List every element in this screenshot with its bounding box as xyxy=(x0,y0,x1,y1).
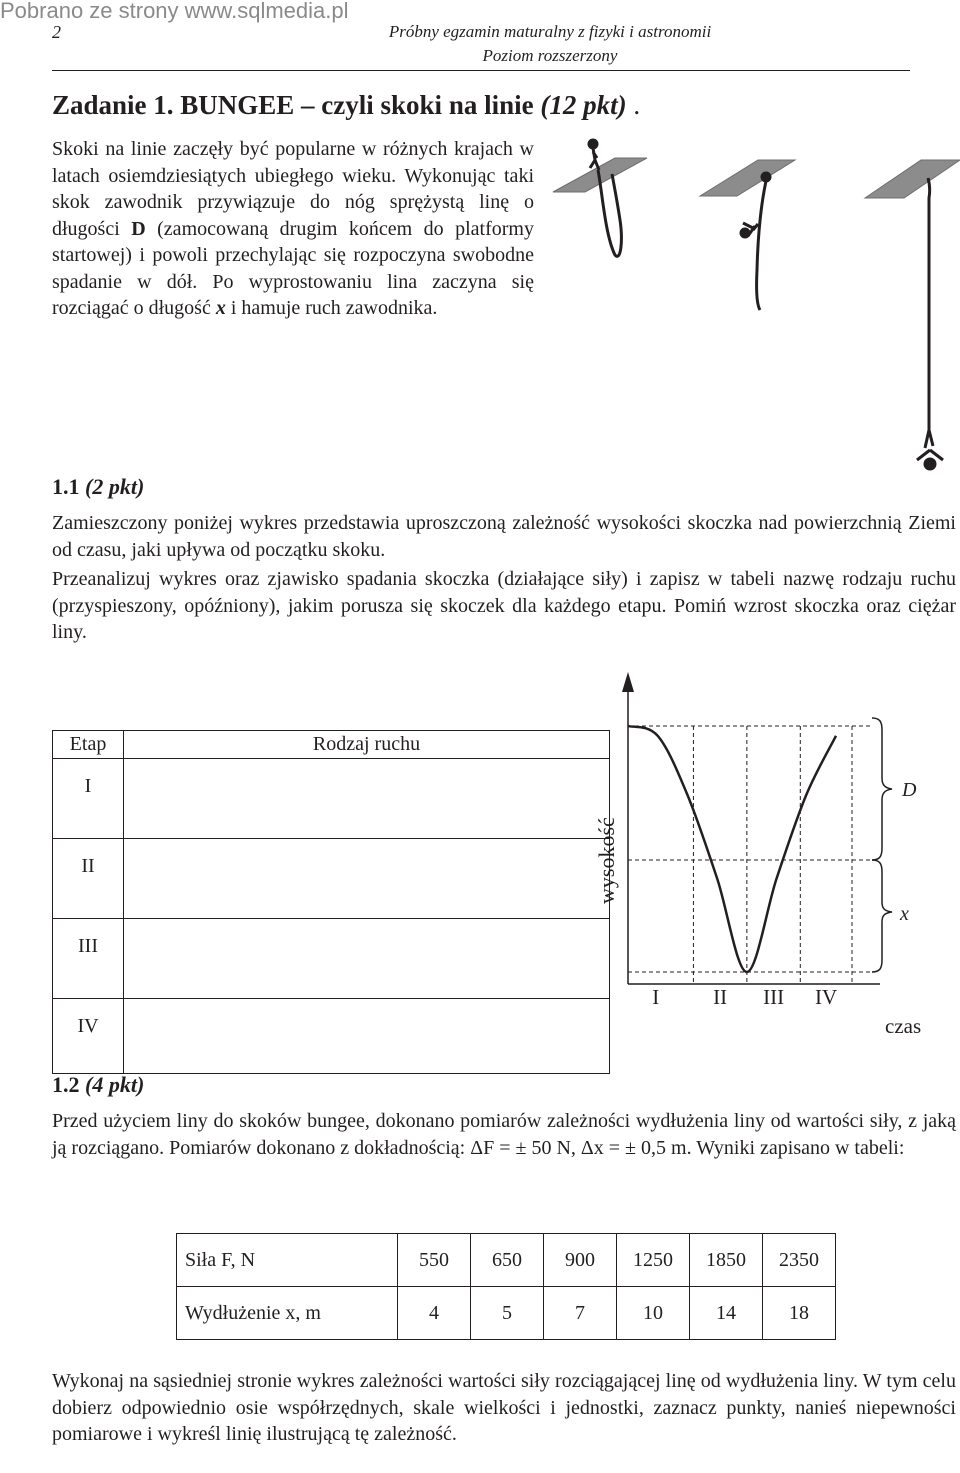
subtask-1-2-heading xyxy=(52,1072,144,1098)
task-points: (12 pkt) xyxy=(540,90,627,120)
subtask-1-1-points: (2 pkt) xyxy=(85,474,145,499)
subtask-1-2-number: 1.2 xyxy=(52,1072,85,1097)
measurement-text: Przed użyciem liny do skoków bungee, dokonano pomiarów zależności wydłużenia liny od wartości siły, z jaką ją rozciągano. Pomiarów dokonano z dokładnością: xyxy=(52,1110,956,1159)
stage-label: I xyxy=(53,759,124,839)
stage-label: III xyxy=(53,919,124,999)
force-row xyxy=(177,1234,836,1287)
force-value: 2350 xyxy=(763,1234,836,1287)
intro-text-3: i hamuje ruch zawodnika. xyxy=(225,297,438,319)
extension-value: 18 xyxy=(763,1287,836,1340)
intro-text-1: Skoki na linie zaczęły być popularne w różnych krajach w latach osiemdziesiątych ubiegłego wieku. Wykonując taki skok zawodnik przywiązuje do nóg sprężystą linę o długości xyxy=(52,138,534,240)
platform-3 xyxy=(865,160,960,198)
stage-label: II xyxy=(53,839,124,919)
chart-guides xyxy=(628,726,872,984)
force-accuracy: ΔF = ± 50 N xyxy=(470,1136,571,1159)
motion-answer-cell[interactable] xyxy=(124,759,610,839)
subtask-1-1-paragraph-2: Przeanalizuj wykres oraz zjawisko spadania skoczka (działające siły) i zapisz w tabeli nazwę rodzaju ruchu (przyspieszony, opóźniony), jakim porusza się skoczek dla każdego etapu. Pomiń wzrost skoczka oraz ciężar liny. xyxy=(52,568,956,643)
force-value: 1250 xyxy=(617,1234,690,1287)
chart-stage-labels xyxy=(652,985,837,1009)
accuracy-separator: , xyxy=(570,1136,581,1159)
subtask-1-2-paragraph xyxy=(52,1108,956,1161)
brace-label-x: x xyxy=(900,903,909,925)
intro-symbol-D: D xyxy=(131,217,146,240)
extension-value: 10 xyxy=(617,1287,690,1340)
subtask-1-1-paragraph-1: Zamieszczony poniżej wykres przedstawia uproszczoną zależność wysokości skoczka nad powierzchnią Ziemi od czasu, jaki upływa od początku skoku. xyxy=(52,512,956,561)
force-extension-table xyxy=(176,1233,836,1340)
force-value: 650 xyxy=(471,1234,544,1287)
chart-axes xyxy=(622,672,880,984)
brace-x xyxy=(872,860,892,972)
table-header-motion: Rodzaj ruchu xyxy=(124,731,610,759)
stage-axis-label: I xyxy=(652,985,660,1009)
source-watermark: Pobrano ze strony www.sqlmedia.pl xyxy=(0,0,349,23)
page-number: 2 xyxy=(52,22,61,42)
motion-answer-cell[interactable] xyxy=(124,919,610,999)
subtask-1-2-instruction: Wykonaj na sąsiedniej stronie wykres zależności wartości siły rozciągającej linę od wydłużenia liny. W tym celu dobierz odpowiednio osie współrzędnych, skale wielkości i jednostki, zaznacz punkty, nanieś niepewności pomiarowe i wykreśl linię ilustrującą tę zależność. xyxy=(52,1370,956,1445)
jumper-1-icon xyxy=(589,140,621,256)
extension-label: Wydłużenie x, m xyxy=(177,1287,398,1340)
task-title-text: Zadanie 1. BUNGEE – czyli skoki na linie xyxy=(52,90,541,120)
motion-answer-cell[interactable] xyxy=(124,839,610,919)
chart-series xyxy=(628,726,836,972)
subtask-1-1-number: 1.1 xyxy=(52,474,85,499)
subtask-1-1-heading xyxy=(52,474,144,500)
extension-value: 4 xyxy=(398,1287,471,1340)
height-time-chart xyxy=(580,668,960,1048)
force-value: 1850 xyxy=(690,1234,763,1287)
force-label: Siła F, N xyxy=(177,1234,398,1287)
extension-value: 5 xyxy=(471,1287,544,1340)
y-axis-label: wysokość xyxy=(594,817,619,904)
chart-braces xyxy=(872,718,892,972)
bungee-illustration xyxy=(545,130,960,480)
jumper-2-icon xyxy=(741,173,770,310)
motion-type-table xyxy=(52,730,610,1074)
exam-level: Poziom rozszerzony xyxy=(482,46,618,65)
subtask-1-2-points: (4 pkt) xyxy=(85,1072,145,1097)
force-value: 550 xyxy=(398,1234,471,1287)
x-axis-label: czas xyxy=(885,1014,922,1038)
extension-value: 7 xyxy=(544,1287,617,1340)
brace-label-D: D xyxy=(902,779,917,801)
extension-value: 14 xyxy=(690,1287,763,1340)
stage-label: IV xyxy=(53,999,124,1074)
force-value: 900 xyxy=(544,1234,617,1287)
task-intro xyxy=(52,136,534,322)
stage-axis-label: III xyxy=(763,985,785,1009)
stage-axis-label: IV xyxy=(815,985,838,1009)
intro-symbol-x: x xyxy=(215,297,226,319)
exam-title: Próbny egzamin maturalny z fizyki i astronomii xyxy=(388,22,712,41)
stage-axis-label: II xyxy=(713,985,728,1009)
brace-D xyxy=(872,718,892,860)
extension-accuracy: Δx = ± 0,5 m xyxy=(580,1136,687,1159)
motion-answer-cell[interactable] xyxy=(124,999,610,1074)
measurement-text-end: . Wyniki zapisano w tabeli: xyxy=(686,1136,905,1159)
jumper-3-icon xyxy=(917,178,943,469)
task-title-tail: . xyxy=(626,90,641,120)
intro-text-2: (zamocowaną drugim końcem do platformy startowej) i powoli przechylając się rozpoczyna swobodne spadanie w dół. Po wyprostowaniu lina zaczyna się rozciągać o długość xyxy=(52,217,534,319)
header-rule xyxy=(52,70,910,71)
platform-2 xyxy=(700,160,795,196)
extension-row xyxy=(177,1287,836,1340)
height-curve xyxy=(628,726,836,972)
table-header-stage: Etap xyxy=(53,731,124,759)
task-title xyxy=(52,90,640,121)
